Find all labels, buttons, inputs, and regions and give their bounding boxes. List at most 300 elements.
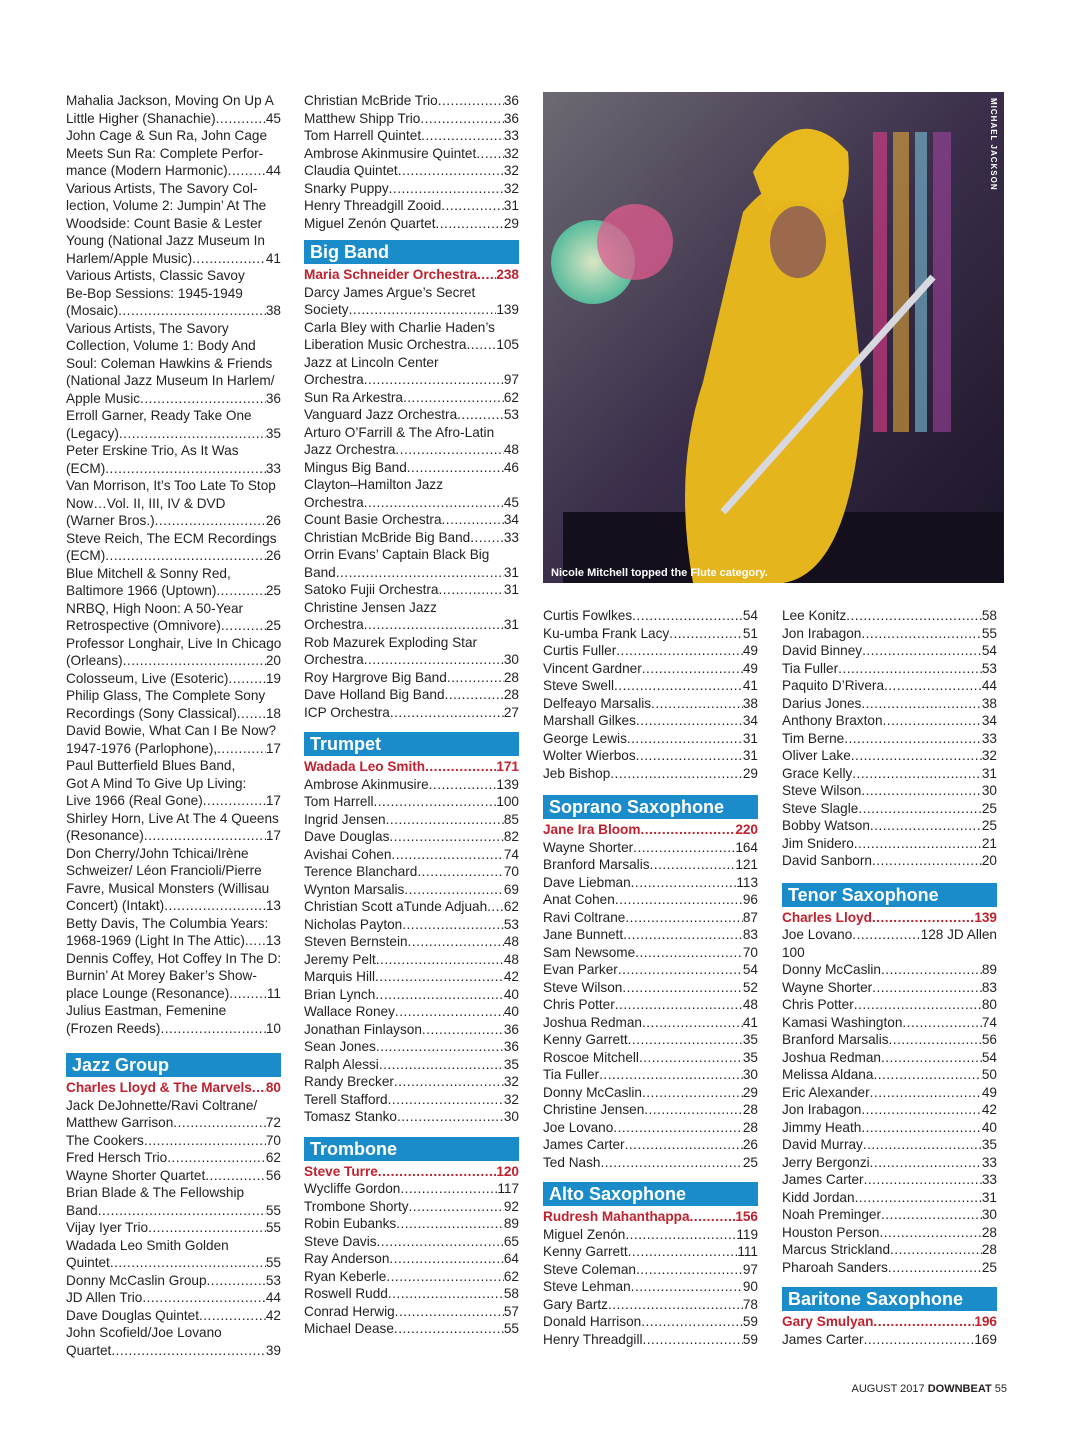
section-header: Tenor Saxophone — [782, 883, 997, 907]
ranking-entry — [782, 712, 997, 730]
ranking-entry — [304, 1091, 519, 1109]
entry-name: Melissa Aldana — [782, 1067, 874, 1082]
baritone-list — [782, 1313, 997, 1348]
entry-votes: 40 — [981, 1119, 997, 1135]
entry-votes: 31 — [981, 1189, 997, 1205]
winner-entry — [543, 1208, 758, 1226]
winner-entry — [66, 1079, 281, 1097]
ranking-entry — [304, 1198, 519, 1216]
entry-votes: 40 — [503, 1004, 519, 1019]
soprano-section — [543, 795, 758, 1171]
entry-votes: 117 — [497, 1181, 519, 1196]
leader-dots — [375, 986, 504, 1004]
ranking-entry — [304, 1320, 519, 1338]
entry-votes: 29 — [742, 765, 758, 781]
alto-section — [543, 1182, 758, 1348]
ranking-entry — [782, 996, 997, 1014]
entry-text: 100 — [782, 944, 805, 960]
entry-votes: 30 — [503, 652, 519, 667]
leader-dots — [398, 162, 504, 180]
entry-name: Christian McBride Trio — [304, 93, 438, 108]
leader-dots — [160, 1020, 265, 1038]
ranking-entry — [543, 1331, 758, 1349]
ranking-entry — [66, 617, 281, 635]
entry-name: Orchestra — [304, 494, 364, 510]
soprano-list — [543, 821, 758, 1171]
entry-votes: 25 — [981, 818, 997, 833]
entry-name: Liberation Music Orchestra — [304, 337, 467, 352]
entry-name: Wallace Roney — [304, 1004, 395, 1019]
section-header: Jazz Group — [66, 1053, 281, 1077]
ranking-entry — [66, 1307, 281, 1325]
entry-name: Henry Threadgill Zooid — [304, 198, 442, 213]
entry-votes: 53 — [265, 1272, 281, 1288]
entry-text: Got A Mind To Give Up Living: — [66, 775, 247, 791]
leader-dots — [119, 425, 266, 443]
column-1 — [66, 92, 281, 1359]
entry-text: David Bowie, What Can I Be Now? — [66, 723, 277, 738]
leader-dots — [389, 1250, 503, 1268]
ranking-entry — [304, 704, 519, 722]
ranking-entry — [66, 1219, 281, 1237]
entry-text: Mahalia Jackson, Moving On Up A — [66, 93, 274, 108]
entry-votes: 21 — [981, 835, 997, 851]
ranking-entry — [304, 197, 519, 215]
entry-name: Ryan Keberle — [304, 1268, 387, 1284]
entry-votes: 32 — [503, 1074, 519, 1089]
leader-dots — [457, 406, 504, 424]
entry-text: Various Artists, The Savory — [66, 320, 229, 336]
entry-name: George Lewis — [543, 730, 627, 746]
entry-name: Delfeayo Marsalis — [543, 695, 652, 711]
leader-dots — [228, 162, 266, 180]
ranking-entry — [304, 1215, 519, 1233]
ranking-entry — [543, 1226, 758, 1244]
entry-votes: 32 — [503, 1091, 519, 1107]
leader-dots — [98, 1202, 266, 1220]
leader-dots — [863, 1136, 982, 1154]
entry-name: Live 1966 (Real Gone) — [66, 793, 203, 808]
photo-illustration — [543, 92, 1004, 583]
ranking-entry — [782, 979, 997, 997]
leader-dots — [396, 1215, 504, 1233]
leader-dots — [633, 839, 735, 857]
ranking-entry — [304, 145, 519, 163]
entry-votes: 31 — [742, 730, 758, 746]
entry-name: Vijay Iyer Trio — [66, 1220, 149, 1235]
entry-votes: 51 — [742, 625, 758, 641]
leader-dots — [642, 1331, 742, 1349]
entry-text: Now…Vol. II, III, IV & DVD — [66, 495, 226, 511]
entry-votes: 55 — [265, 1255, 281, 1270]
entry-name: Society — [304, 302, 349, 317]
entry-votes: 53 — [503, 407, 519, 422]
ranking-entry — [543, 1031, 758, 1049]
entry-votes: 32 — [503, 180, 519, 196]
leader-dots — [395, 1003, 504, 1021]
leader-dots — [252, 1079, 266, 1097]
leader-dots — [631, 874, 737, 892]
entry-votes: 100 — [496, 794, 519, 809]
entry-name: Apple Music — [66, 390, 141, 406]
entry-votes: 18 — [265, 705, 281, 721]
ranking-entry — [543, 712, 758, 730]
leader-dots — [635, 944, 743, 962]
entry-votes: 62 — [503, 1268, 519, 1284]
entry-name: Tom Harrell — [304, 794, 374, 809]
entry-votes: 31 — [742, 748, 758, 763]
leader-dots — [650, 856, 736, 874]
entry-name: Steve Davis — [304, 1233, 377, 1249]
entry-text: Soul: Coleman Hawkins & Friends — [66, 355, 273, 371]
entry-text: Collection, Volume 1: Body And — [66, 338, 256, 353]
entry-votes: 49 — [742, 660, 758, 676]
entry-name: Gary Smulyan — [782, 1314, 874, 1329]
leader-dots — [364, 616, 504, 634]
entry-votes: 58 — [981, 608, 997, 623]
ranking-entry — [304, 336, 519, 354]
entry-name: Ingrid Jensen — [304, 811, 386, 827]
leader-dots — [229, 985, 267, 1003]
ranking-entry — [66, 1289, 281, 1307]
leader-dots — [881, 961, 982, 979]
entry-votes: 17 — [265, 793, 281, 808]
entry-votes: 54 — [742, 962, 758, 977]
entry-text: Burnin’ At Morey Baker’s Show- — [66, 968, 257, 983]
leader-dots — [447, 669, 504, 687]
entry-text: Peter Erskine Trio, As It Was — [66, 443, 239, 458]
ranking-entry — [66, 1167, 281, 1185]
entry-name: Henry Threadgill — [543, 1331, 643, 1347]
leader-dots — [902, 1014, 981, 1032]
entry-name: Sean Jones — [304, 1039, 376, 1054]
entry-text: Meets Sun Ra: Complete Perfor- — [66, 145, 264, 161]
entry-name: Wadada Leo Smith — [304, 759, 426, 774]
ranking-entry — [782, 1189, 997, 1207]
entry-name: (Frozen Reeds) — [66, 1020, 161, 1036]
ranking-entry — [304, 1180, 519, 1198]
leader-dots — [105, 460, 266, 478]
entry-name: Dave Douglas — [304, 829, 390, 844]
leader-dots — [442, 511, 504, 529]
ranking-entry — [66, 250, 281, 268]
entry-name: Jim Snidero — [782, 835, 854, 851]
entry-votes: 49 — [981, 1084, 997, 1100]
entry-name: Anat Cohen — [543, 892, 615, 907]
entry-name: Claudia Quintet — [304, 163, 398, 178]
leader-dots — [651, 695, 743, 713]
ranking-entry — [304, 828, 519, 846]
leader-dots — [854, 996, 982, 1014]
entry-name: Count Basie Orchestra — [304, 512, 442, 527]
entry-name: David Sanborn — [782, 853, 872, 868]
entry-name: Avishai Cohen — [304, 846, 392, 862]
entry-votes: 33 — [503, 529, 519, 545]
entry-name: Roscoe Mitchell — [543, 1049, 639, 1065]
leader-dots — [422, 1021, 504, 1039]
leader-dots — [613, 1119, 743, 1137]
entry-text: John Scofield/Joe Lovano — [66, 1325, 222, 1340]
entry-votes: 78 — [742, 1296, 758, 1312]
entry-text: Jack DeJohnette/Ravi Coltrane/ — [66, 1097, 258, 1113]
leader-dots — [142, 1289, 266, 1307]
entry-name: Terence Blanchard — [304, 864, 418, 879]
entry-name: Terell Stafford — [304, 1091, 388, 1107]
ranking-entry — [304, 1038, 519, 1056]
leader-dots — [144, 827, 266, 845]
leader-dots — [377, 1233, 504, 1251]
ranking-entry — [543, 944, 758, 962]
entry-votes: 139 — [974, 909, 997, 925]
ranking-entry — [304, 371, 519, 389]
entry-votes: 80 — [265, 1080, 281, 1095]
leader-dots — [395, 1303, 504, 1321]
entry-votes: 53 — [981, 660, 997, 676]
ranking-entry — [543, 1313, 758, 1331]
entry-name: Kenny Garrett — [543, 1244, 628, 1259]
entry-votes: 48 — [742, 997, 758, 1012]
ranking-entry — [304, 776, 519, 794]
leader-dots — [364, 371, 504, 389]
entry-name: Tomasz Stanko — [304, 1109, 397, 1124]
ranking-entry — [543, 979, 758, 997]
entry-name: Wycliffe Gordon — [304, 1181, 401, 1196]
jazz-group-continued-list — [304, 92, 519, 232]
entry-name: Quintet — [66, 1255, 110, 1270]
leader-dots — [378, 1163, 497, 1181]
leader-dots — [872, 909, 974, 927]
entry-votes: 29 — [503, 215, 519, 231]
entry-votes: 36 — [503, 1039, 519, 1054]
entry-text: Blue Mitchell & Sonny Red, — [66, 565, 231, 581]
entry-votes: 29 — [742, 1084, 758, 1100]
entry-name: Darius Jones — [782, 695, 862, 711]
ranking-entry — [304, 441, 519, 459]
leader-dots — [872, 979, 982, 997]
entry-votes: 169 — [974, 1331, 997, 1347]
leader-dots — [861, 1101, 982, 1119]
entry-votes: 26 — [742, 1137, 758, 1152]
entry-votes: 34 — [981, 713, 997, 728]
leader-dots — [388, 1091, 504, 1109]
leader-dots — [616, 642, 743, 660]
leader-dots — [890, 1241, 982, 1259]
entry-votes: 39 — [265, 1342, 281, 1358]
entry-name: Sam Newsome — [543, 944, 636, 960]
entry-name: Curtis Fuller — [543, 643, 617, 658]
entry-name: Jonathan Finlayson — [304, 1021, 422, 1037]
entry-votes: 34 — [503, 512, 519, 527]
alto-continued-list — [782, 607, 997, 870]
entry-votes: 42 — [503, 969, 519, 984]
ranking-entry — [304, 686, 519, 704]
leader-dots — [862, 642, 982, 660]
entry-votes: 11 — [266, 985, 281, 1001]
leader-dots — [599, 1066, 743, 1084]
entry-votes: 44 — [981, 678, 997, 693]
leader-dots — [628, 1243, 738, 1261]
entry-votes: 54 — [981, 1049, 997, 1065]
ranking-entry — [66, 110, 281, 128]
leader-dots — [861, 625, 982, 643]
entry-name: Tia Fuller — [543, 1067, 600, 1082]
trumpet-section — [304, 732, 519, 1126]
entry-votes: 70 — [265, 1132, 281, 1148]
entry-name: Nicholas Payton — [304, 916, 403, 932]
entry-votes: 62 — [503, 899, 519, 914]
entry-votes: 42 — [981, 1102, 997, 1117]
entry-text: Schweizer/ Léon Francioli/Pierre — [66, 863, 262, 878]
ranking-entry — [66, 897, 281, 915]
leader-dots — [879, 1224, 981, 1242]
ranking-entry — [543, 730, 758, 748]
entry-votes: 33 — [265, 460, 281, 476]
entry-name: Pharoah Sanders — [782, 1259, 888, 1275]
ranking-entry — [543, 1049, 758, 1067]
leader-dots — [386, 1268, 504, 1286]
entry-votes: 35 — [742, 1032, 758, 1047]
ranking-entry — [304, 986, 519, 1004]
tenor-section — [782, 883, 997, 1277]
leader-dots — [632, 607, 743, 625]
entry-name: Anthony Braxton — [782, 713, 883, 728]
leader-dots — [625, 1136, 743, 1154]
baritone-section — [782, 1287, 997, 1348]
leader-dots — [838, 660, 982, 678]
leader-dots — [386, 811, 504, 829]
leader-dots — [861, 1119, 982, 1137]
ranking-entry — [543, 1154, 758, 1172]
ranking-entry — [543, 747, 758, 765]
entry-name: Houston Person — [782, 1224, 880, 1240]
entry-name: Trombone Shorty — [304, 1198, 409, 1214]
entry-name: Tim Berne — [782, 730, 845, 746]
leader-dots — [852, 926, 920, 944]
leader-dots — [155, 512, 266, 530]
leader-dots — [870, 1084, 982, 1102]
leader-dots — [858, 800, 982, 818]
entry-name: Donny McCaslin Group — [66, 1272, 207, 1288]
ranking-entry — [304, 1073, 519, 1091]
entry-text: Darcy James Argue’s Secret — [304, 284, 476, 300]
entry-votes: 69 — [503, 881, 519, 897]
entry-votes: 49 — [742, 643, 758, 658]
big-band-list — [304, 266, 519, 721]
entry-name: Charles Lloyd & The Marvels — [66, 1080, 252, 1095]
leader-dots — [888, 1259, 982, 1277]
entry-text: Carla Bley with Charlie Haden’s — [304, 319, 495, 335]
entry-name: Ambrose Akinmusire — [304, 776, 429, 792]
ranking-entry — [304, 1268, 519, 1286]
ranking-entry — [782, 625, 997, 643]
leader-dots — [864, 1331, 975, 1349]
ranking-entry — [782, 1031, 997, 1049]
leader-dots — [203, 792, 266, 810]
entry-name: Donny McCaslin — [782, 962, 881, 977]
entry-name: Dave Holland Big Band — [304, 687, 445, 702]
entry-name: (Resonance) — [66, 828, 144, 843]
entry-name: Vincent Gardner — [543, 660, 642, 676]
leader-dots — [123, 652, 266, 670]
entry-votes: 62 — [265, 1150, 281, 1165]
entry-text: Brian Blade & The Fellowship — [66, 1185, 245, 1200]
ranking-entry — [66, 302, 281, 320]
section-header: Big Band — [304, 240, 519, 264]
ranking-entry — [304, 933, 519, 951]
ranking-entry — [66, 162, 281, 180]
ranking-entry — [304, 494, 519, 512]
ranking-entry — [304, 881, 519, 899]
ranking-entry — [543, 1119, 758, 1137]
entry-text: Christine Jensen Jazz — [304, 599, 437, 615]
entry-votes: 55 — [503, 1321, 519, 1336]
leader-dots — [441, 197, 504, 215]
leader-dots — [854, 835, 982, 853]
leader-dots — [421, 127, 504, 145]
entry-votes: 28 — [742, 1102, 758, 1117]
entry-votes: 82 — [503, 829, 519, 844]
leader-dots — [625, 909, 743, 927]
leader-dots — [389, 180, 504, 198]
entry-name: Jazz Orchestra — [304, 442, 396, 457]
entry-votes: 80 — [981, 997, 997, 1012]
entry-votes: 33 — [503, 128, 519, 143]
entry-votes: 31 — [503, 582, 519, 597]
entry-votes: 85 — [503, 811, 519, 827]
entry-votes: 238 — [496, 267, 519, 282]
leader-dots — [207, 1272, 266, 1290]
ranking-entry — [66, 1342, 281, 1360]
entry-name: Oliver Lake — [782, 748, 851, 763]
ranking-entry — [66, 1254, 281, 1272]
entry-votes: 113 — [736, 874, 758, 890]
entry-votes: 89 — [503, 1216, 519, 1231]
entry-text: Rob Mazurek Exploding Star — [304, 634, 478, 650]
entry-votes: 120 — [496, 1163, 519, 1179]
entry-name: Miguel Zenón — [543, 1226, 626, 1242]
page-number: 55 — [994, 1383, 1007, 1395]
entry-votes: 31 — [503, 617, 519, 632]
ranking-entry — [782, 1224, 997, 1242]
ranking-entry — [543, 695, 758, 713]
entry-name: Snarky Puppy — [304, 180, 389, 196]
leader-dots — [614, 677, 743, 695]
ranking-entry — [782, 1206, 997, 1224]
alto-list — [543, 1208, 758, 1348]
leader-dots — [872, 852, 982, 870]
entry-votes: 119 — [736, 1226, 758, 1242]
entry-votes: 92 — [503, 1198, 519, 1214]
entry-votes: 97 — [503, 372, 519, 387]
leader-dots — [642, 1014, 743, 1032]
entry-votes: 35 — [265, 425, 281, 441]
ranking-entry — [782, 1154, 997, 1172]
ranking-entry — [304, 1285, 519, 1303]
ranking-entry — [304, 811, 519, 829]
entry-votes: 46 — [503, 459, 519, 475]
entry-name: Steve Coleman — [543, 1261, 636, 1277]
ranking-entry — [782, 660, 997, 678]
leader-dots — [394, 1073, 504, 1091]
ranking-entry — [66, 1132, 281, 1150]
section-header: Baritone Saxophone — [782, 1287, 997, 1311]
leader-dots — [217, 740, 266, 758]
entry-text: Wadada Leo Smith Golden — [66, 1237, 229, 1253]
entry-name: Mingus Big Band — [304, 459, 407, 475]
leader-dots — [625, 1226, 736, 1244]
entry-votes: 36 — [503, 110, 519, 126]
entry-name: Christian Scott aTunde Adjuah — [304, 899, 488, 914]
